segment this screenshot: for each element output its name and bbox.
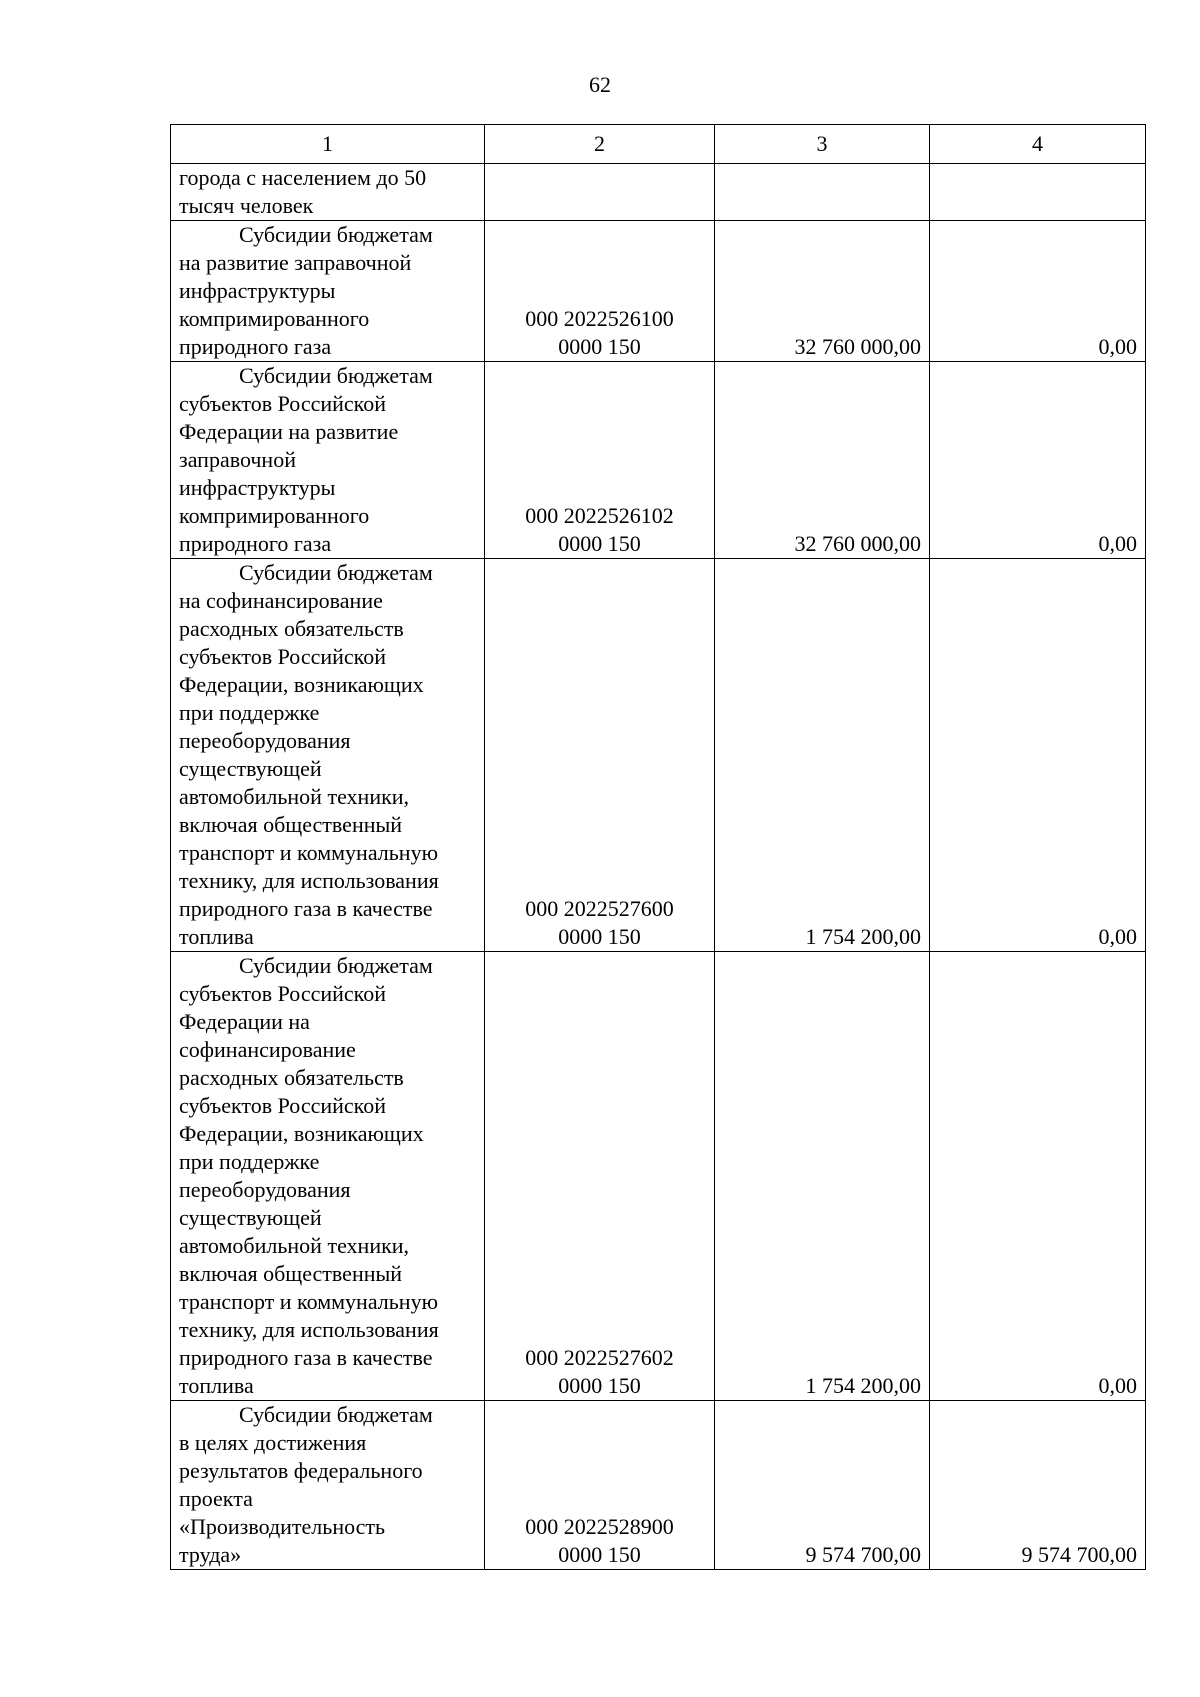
- row-name-cell: [171, 221, 485, 362]
- name-line: переоборудования: [179, 1177, 351, 1202]
- row-code-cell: [485, 1401, 715, 1570]
- name-line: Федерации на развитие: [179, 419, 399, 444]
- name-line: топлива: [179, 1373, 254, 1398]
- name-line: на развитие заправочной: [179, 250, 412, 275]
- row-value-col4: 0,00: [930, 362, 1146, 559]
- budget-table: [170, 124, 1146, 1570]
- code-line: [493, 192, 706, 220]
- row-value-col3: 32 760 000,00: [715, 221, 930, 362]
- name-line: природного газа: [179, 334, 332, 359]
- code-line: 0000 150: [558, 1542, 641, 1567]
- row-value-col3: [715, 164, 930, 221]
- code-line: 000 2022527602: [525, 1345, 674, 1370]
- table-body: [171, 125, 1146, 1570]
- name-line: «Производительность: [179, 1514, 386, 1539]
- name-line: в целях достижения: [179, 1430, 367, 1455]
- row-code-cell: [485, 952, 715, 1401]
- code-line: 000 2022528900: [525, 1514, 674, 1539]
- name-line: переоборудования: [179, 728, 351, 753]
- column-header-2: 2: [485, 125, 715, 164]
- page-number: 62: [589, 72, 611, 97]
- name-line: топлива: [179, 924, 254, 949]
- name-line: компримированного: [179, 306, 370, 331]
- name-line: Федерации, возникающих: [179, 1121, 424, 1146]
- name-line: труда»: [179, 1542, 242, 1567]
- table-row: [171, 164, 1146, 221]
- code-line: 000 2022526102: [525, 503, 674, 528]
- name-line: существующей: [179, 1205, 322, 1230]
- name-line: на софинансирование: [179, 588, 383, 613]
- code-line: [493, 164, 706, 192]
- table-row: [171, 221, 1146, 362]
- table-row: [171, 559, 1146, 952]
- name-line: субъектов Российской: [179, 1093, 387, 1118]
- table-row: [171, 362, 1146, 559]
- table-header-row: [171, 125, 1146, 164]
- row-value-col4: 0,00: [930, 952, 1146, 1401]
- name-line: технику, для использования: [179, 1317, 439, 1342]
- name-line: технику, для использования: [179, 868, 439, 893]
- name-line: заправочной: [179, 447, 296, 472]
- name-line: включая общественный: [179, 1261, 403, 1286]
- name-line: Федерации, возникающих: [179, 672, 424, 697]
- row-name-cell: [171, 362, 485, 559]
- name-line: субъектов Российской: [179, 981, 387, 1006]
- name-line: природного газа: [179, 531, 332, 556]
- row-value-col4: 0,00: [930, 559, 1146, 952]
- name-line: природного газа в качестве: [179, 1345, 433, 1370]
- name-line: при поддержке: [179, 700, 320, 725]
- name-line: Субсидии бюджетам: [239, 363, 433, 388]
- name-line: софинансирование: [179, 1037, 356, 1062]
- row-name-cell: [171, 559, 485, 952]
- name-line: природного газа в качестве: [179, 896, 433, 921]
- name-line: города с населением до 50: [179, 165, 427, 190]
- row-name-cell: [171, 1401, 485, 1570]
- column-header-4: 4: [930, 125, 1146, 164]
- name-line: существующей: [179, 756, 322, 781]
- name-line: тысяч человек: [179, 193, 314, 218]
- row-value-col3: 9 574 700,00: [715, 1401, 930, 1570]
- name-line: инфраструктуры: [179, 278, 336, 303]
- row-value-col4: 9 574 700,00: [930, 1401, 1146, 1570]
- name-line: расходных обязательств: [179, 1065, 404, 1090]
- name-line: автомобильной техники,: [179, 1233, 410, 1258]
- name-line: Субсидии бюджетам: [239, 1402, 433, 1427]
- row-name-cell: [171, 164, 485, 221]
- name-line: расходных обязательств: [179, 616, 404, 641]
- row-value-col3: 32 760 000,00: [715, 362, 930, 559]
- table-row: [171, 1401, 1146, 1570]
- row-code-cell: [485, 164, 715, 221]
- row-code-cell: [485, 559, 715, 952]
- code-line: 0000 150: [558, 924, 641, 949]
- name-line: автомобильной техники,: [179, 784, 410, 809]
- name-line: инфраструктуры: [179, 475, 336, 500]
- row-value-col3: 1 754 200,00: [715, 559, 930, 952]
- name-line: Субсидии бюджетам: [239, 953, 433, 978]
- code-line: 0000 150: [558, 1373, 641, 1398]
- row-value-col4: 0,00: [930, 221, 1146, 362]
- name-line: включая общественный: [179, 812, 403, 837]
- code-line: 000 2022526100: [525, 306, 674, 331]
- name-line: проекта: [179, 1486, 253, 1511]
- name-line: компримированного: [179, 503, 370, 528]
- row-value-col4: [930, 164, 1146, 221]
- code-line: 0000 150: [558, 334, 641, 359]
- column-header-3: 3: [715, 125, 930, 164]
- code-line: 0000 150: [558, 531, 641, 556]
- name-line: результатов федерального: [179, 1458, 423, 1483]
- column-header-1: 1: [171, 125, 485, 164]
- row-name-cell: [171, 952, 485, 1401]
- name-line: транспорт и коммунальную: [179, 1289, 439, 1314]
- name-line: субъектов Российской: [179, 644, 387, 669]
- row-value-col3: 1 754 200,00: [715, 952, 930, 1401]
- code-line: 000 2022527600: [525, 896, 674, 921]
- name-line: при поддержке: [179, 1149, 320, 1174]
- name-line: Субсидии бюджетам: [239, 222, 433, 247]
- row-code-cell: [485, 362, 715, 559]
- name-line: транспорт и коммунальную: [179, 840, 439, 865]
- name-line: субъектов Российской: [179, 391, 387, 416]
- row-code-cell: [485, 221, 715, 362]
- name-line: Субсидии бюджетам: [239, 560, 433, 585]
- name-line: Федерации на: [179, 1009, 310, 1034]
- table-row: [171, 952, 1146, 1401]
